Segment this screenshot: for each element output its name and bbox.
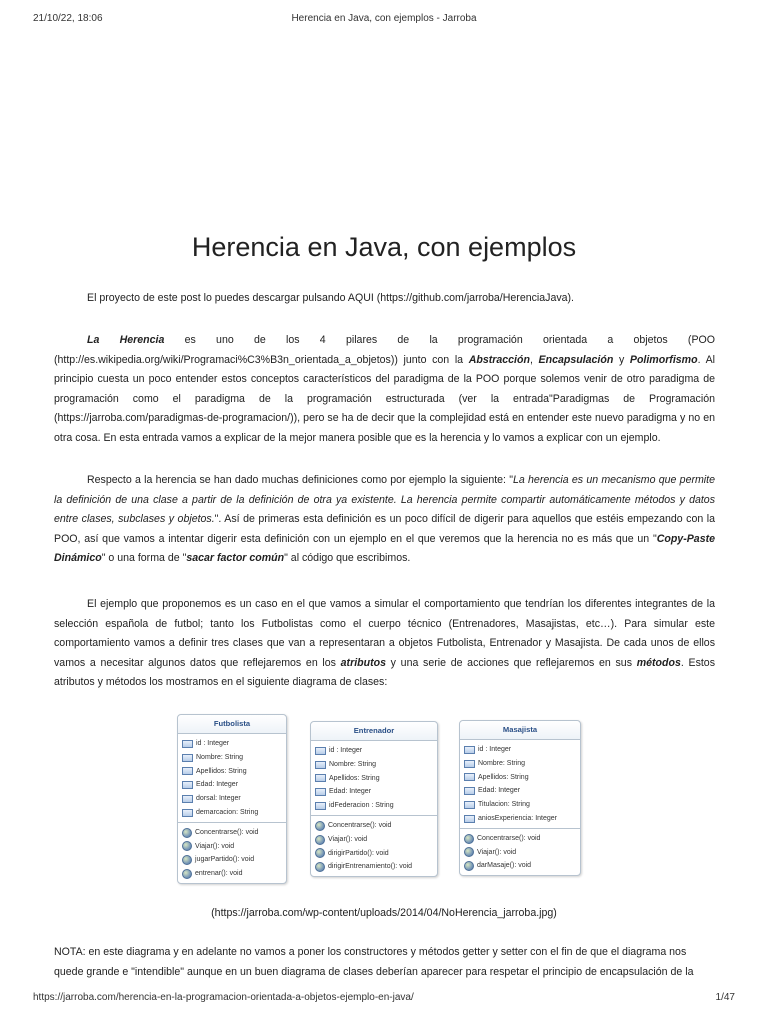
attribute-row <box>182 792 282 806</box>
attribute-label: dorsal: Integer <box>196 795 241 803</box>
field-icon <box>182 795 193 803</box>
field-icon <box>464 760 475 768</box>
definition-text-3: " o una forma de " <box>101 552 187 564</box>
method-row <box>315 819 433 833</box>
attributes-section <box>311 741 437 815</box>
method-icon <box>182 828 192 838</box>
term-polimorfismo: Polimorfismo <box>629 353 698 366</box>
methods-section <box>178 822 286 883</box>
definition-text-4: " al código que escribimos. <box>284 552 411 564</box>
field-icon <box>464 787 475 795</box>
field-icon <box>315 802 326 810</box>
field-icon <box>315 788 326 796</box>
method-label: Concentrarse(): void <box>328 821 392 829</box>
attributes-section <box>178 734 286 822</box>
class-name: Entrenador <box>311 722 437 741</box>
attribute-label: Nombre: String <box>329 760 377 768</box>
attribute-row <box>182 751 282 765</box>
term-factor-comun: sacar factor común <box>186 552 285 564</box>
attribute-label: Apellidos: String <box>329 774 380 782</box>
attribute-label: id : Integer <box>196 740 230 747</box>
definition-quote: La herencia es un mecanismo que permite la definición de una clase a partir de la definición de otra ya existente. La herencia permite compartir automáticamente métodos y datos entre clases, subclases y objetos. <box>54 474 715 525</box>
attribute-label: Titulacion: String <box>478 801 530 809</box>
field-icon <box>182 781 193 789</box>
definition-text-1: Respecto a la herencia se han dado muchas definiciones como por ejemplo la siguiente: " <box>87 474 514 486</box>
method-label: entrenar(): void <box>195 870 243 878</box>
attribute-label: Nombre: String <box>196 753 244 761</box>
attribute-label: Edad: Integer <box>329 788 372 796</box>
field-icon <box>464 746 475 754</box>
term-metodos: métodos <box>636 656 681 669</box>
download-paragraph <box>54 289 715 309</box>
method-label: Viajar(): void <box>477 848 517 856</box>
methods-section <box>311 815 437 876</box>
attribute-label: idFederacion : String <box>329 802 394 810</box>
print-page-title: Herencia en Java, con ejemplos - Jarroba <box>291 13 477 24</box>
attribute-label: id : Integer <box>329 747 363 754</box>
intro-paragraph <box>54 331 715 448</box>
method-label: jugarPartido(): void <box>195 856 255 864</box>
attribute-label: Edad: Integer <box>196 781 239 789</box>
attribute-row <box>182 765 282 779</box>
definition-text-2: ". Así de primeras esta definición es un poco difícil de digerir para aquellos que estéis empezando con la POO, así que vamos a intentar digerir esta definición con un ejemplo en el que veremos que la herencia no es más que un " <box>54 513 715 545</box>
method-icon <box>464 861 474 871</box>
attribute-row <box>464 757 576 771</box>
method-icon <box>315 848 325 858</box>
method-icon <box>464 847 474 857</box>
method-label: Concentrarse(): void <box>195 828 259 836</box>
method-label: Viajar(): void <box>328 835 368 843</box>
methods-section <box>460 828 580 875</box>
term-copy-paste: Copy-Paste Dinámico <box>54 532 715 564</box>
attribute-row <box>315 758 433 772</box>
method-row <box>315 860 433 874</box>
method-label: Concentrarse(): void <box>477 834 541 842</box>
method-row <box>315 847 433 861</box>
example-text-3: . Estos atributos y métodos los mostramos en el siguiente diagrama de clases: <box>54 656 715 688</box>
term-abstraccion: Abstracción <box>468 353 530 366</box>
field-icon <box>182 767 193 775</box>
attribute-row <box>464 743 576 757</box>
attribute-row <box>315 744 433 758</box>
method-label: dirigirPartido(): void <box>328 849 389 857</box>
attribute-row <box>464 798 576 812</box>
field-icon <box>182 754 193 762</box>
attribute-row <box>182 806 282 820</box>
download-text[interactable]: El proyecto de este post lo puedes descargar pulsando AQUI (https://github.com/jarroba/HerenciaJava). <box>87 292 574 304</box>
class-box-futbolista <box>177 714 287 884</box>
field-icon <box>464 801 475 809</box>
method-row <box>464 846 576 860</box>
attribute-row <box>315 785 433 799</box>
intro-text-2: . Al principio cuesta un poco entender estos conceptos característicos del paradigma de la POO porque solemos venir de otro paradigma de programación como el paradigma de la programación estructurada (ver la entrada"Paradigmas de Programación (https://jarroba.com/paradigmas-de-programacion/)), pero se ha de decir que la complejidad está en entender este nuevo paradigma y no en otra cosa. En esta entrada vamos a explicar de la mejor manera posible que es la herencia y lo vamos a explicar con un ejemplo. <box>54 353 715 444</box>
method-row <box>315 833 433 847</box>
field-icon <box>315 747 326 755</box>
term-atributos: atributos <box>340 656 386 669</box>
method-label: Viajar(): void <box>195 842 235 850</box>
method-icon <box>464 834 474 844</box>
method-icon <box>315 821 325 831</box>
page-number: 1/47 <box>715 992 735 1003</box>
method-row <box>182 840 282 854</box>
attribute-label: demarcacion: String <box>196 808 259 816</box>
attribute-label: Nombre: String <box>478 759 526 767</box>
intro-text-1: es uno de los 4 pilares de la programación orientada a objetos (POO (http://es.wikipedia.org/wiki/Programaci%C3%B3n_orientada_a_objetos)) junto con la <box>54 334 716 366</box>
attribute-label: Apellidos: String <box>478 773 529 781</box>
field-icon <box>182 740 193 748</box>
definition-paragraph <box>54 471 715 569</box>
term-herencia: La Herencia <box>87 334 165 346</box>
intro-sep-2: y <box>613 353 630 366</box>
attribute-row <box>464 771 576 785</box>
image-source-link[interactable]: (https://jarroba.com/wp-content/uploads/2014/04/NoHerencia_jarroba.jpg) <box>211 907 557 919</box>
method-label: dirigirEntrenamiento(): void <box>328 863 413 871</box>
intro-sep-1: , <box>529 353 539 366</box>
method-row <box>182 826 282 840</box>
method-label: darMasaje(): void <box>477 862 532 870</box>
note-paragraph: NOTA: en este diagrama y en adelante no vamos a poner los constructores y métodos getter y setter con el fin de que el diagrama nos quede grande e "intendible" aunque en un buen diagrama de clases deberían aparecer para respetar el principio de encapsulación de la <box>54 946 694 978</box>
method-icon <box>182 855 192 865</box>
method-row <box>182 867 282 881</box>
attribute-label: Apellidos: String <box>196 767 247 775</box>
attribute-label: id : Integer <box>478 746 512 753</box>
method-icon <box>315 862 325 872</box>
attribute-row <box>182 778 282 792</box>
attributes-section <box>460 740 580 828</box>
method-row <box>464 859 576 873</box>
example-paragraph <box>54 595 715 693</box>
example-text-2: y una serie de acciones que reflejaremos en sus <box>385 656 637 669</box>
print-datetime: 21/10/22, 18:06 <box>33 13 103 24</box>
method-icon <box>182 869 192 879</box>
article-title: Herencia en Java, con ejemplos <box>191 232 577 262</box>
method-icon <box>182 841 192 851</box>
field-icon <box>464 815 475 823</box>
class-diagram[interactable] <box>177 714 582 889</box>
attribute-row <box>315 799 433 813</box>
class-name: Futbolista <box>178 715 286 734</box>
class-box-masajista <box>459 720 581 876</box>
print-url: https://jarroba.com/herencia-en-la-programacion-orientada-a-objetos-ejemplo-en-java/ <box>33 992 414 1003</box>
attribute-label: aniosExperiencia: Integer <box>478 814 557 822</box>
example-text-1: El ejemplo que proponemos es un caso en el que vamos a simular el comportamiento que tendrían los diferentes integrantes de la selección española de futbol; tanto los Futbolistas como el cuerpo técnico (Entrenadores, Masajistas, etc…). Para simular este comportamiento vamos a definir tres clases que van a representaran a objetos Futbolista, Entrenador y Masajista. De cada unos de ellos vamos a necesitar algunos datos que reflejaremos en los <box>54 598 715 669</box>
method-icon <box>315 835 325 845</box>
field-icon <box>315 774 326 782</box>
field-icon <box>464 773 475 781</box>
method-row <box>464 832 576 846</box>
attribute-row <box>464 784 576 798</box>
field-icon <box>315 761 326 769</box>
field-icon <box>182 809 193 817</box>
attribute-row <box>182 737 282 751</box>
attribute-label: Edad: Integer <box>478 787 521 795</box>
term-encapsulacion: Encapsulación <box>538 353 614 366</box>
attribute-row <box>315 772 433 786</box>
attribute-row <box>464 812 576 826</box>
class-box-entrenador <box>310 721 438 877</box>
class-name: Masajista <box>460 721 580 740</box>
method-row <box>182 853 282 867</box>
